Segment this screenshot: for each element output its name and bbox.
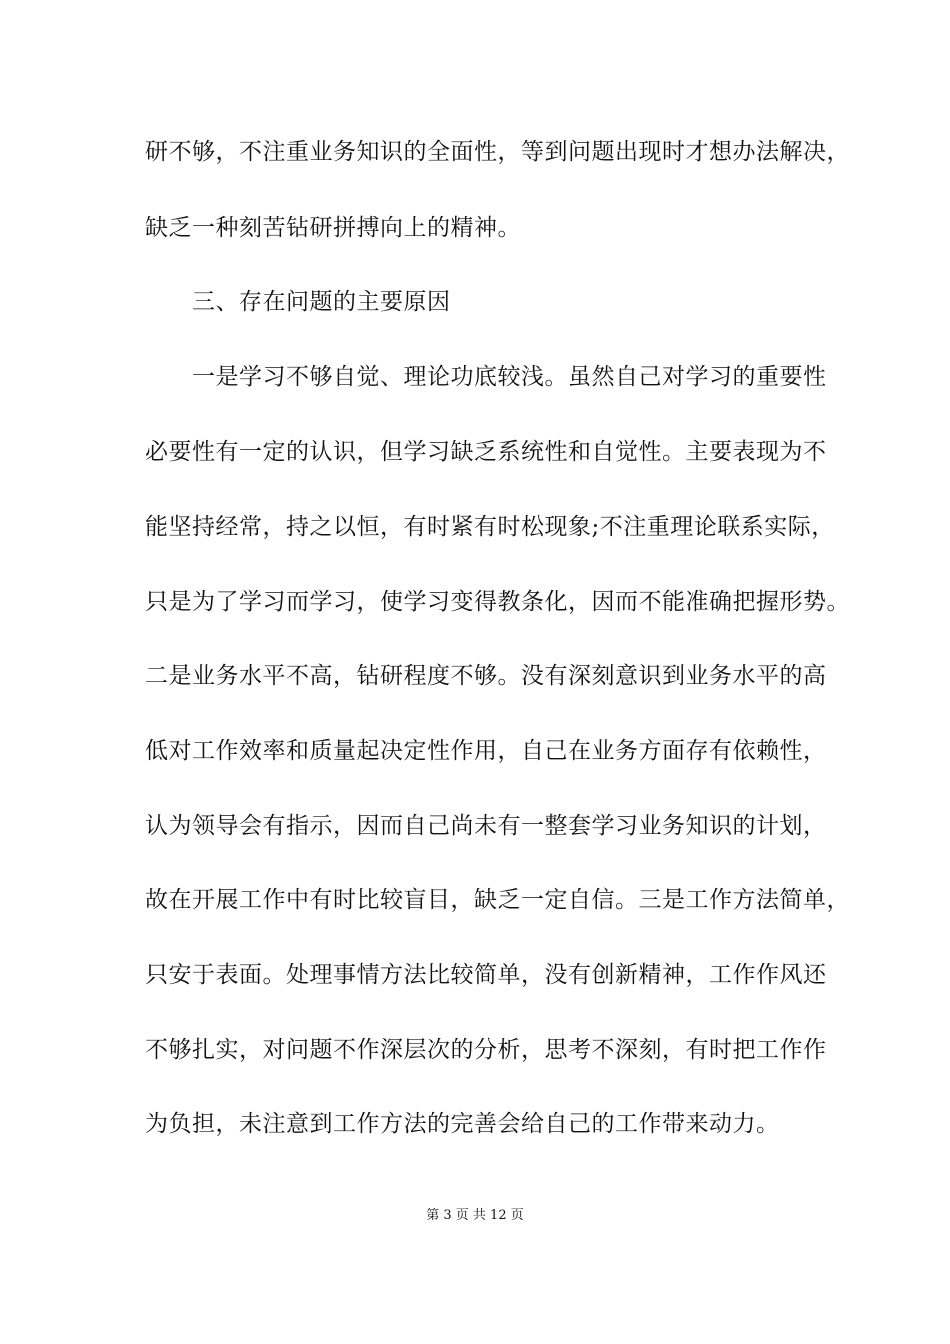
body-text-line: 一是学习不够自觉、理论功底较浅。虽然自己对学习的重要性	[192, 364, 827, 390]
body-text-line: 必要性有一定的认识，但学习缺乏系统性和自觉性。主要表现为不	[145, 439, 827, 465]
body-text-line: 只安于表面。处理事情方法比较简单，没有创新精神，工作作风还	[145, 962, 827, 988]
body-text-line: 为负担，未注意到工作方法的完善会给自己的工作带来动力。	[145, 1111, 780, 1137]
body-text-line: 故在开展工作中有时比较盲目，缺乏一定自信。三是工作方法简单，	[145, 887, 850, 913]
body-text-line: 能坚持经常，持之以恒，有时紧有时松现象;不注重理论联系实际，	[145, 514, 835, 540]
body-text-line: 缺乏一种刻苦钻研拼搏向上的精神。	[145, 215, 521, 241]
body-text-line: 不够扎实，对问题不作深层次的分析，思考不深刻，有时把工作作	[145, 1037, 827, 1063]
section-heading: 三、存在问题的主要原因	[192, 289, 451, 315]
body-text-line: 二是业务水平不高，钻研程度不够。没有深刻意识到业务水平的高	[145, 663, 827, 689]
body-text-line: 研不够，不注重业务知识的全面性，等到问题出现时才想办法解决，	[145, 139, 850, 165]
body-text-line: 低对工作效率和质量起决定性作用，自己在业务方面存有依赖性，	[145, 738, 827, 764]
page-number-footer: 第 3 页 共 12 页	[426, 1208, 524, 1223]
body-text-line: 认为领导会有指示，因而自己尚未有一整套学习业务知识的计划，	[145, 813, 827, 839]
body-text-line: 只是为了学习而学习，使学习变得教条化，因而不能准确把握形势。	[145, 589, 850, 615]
